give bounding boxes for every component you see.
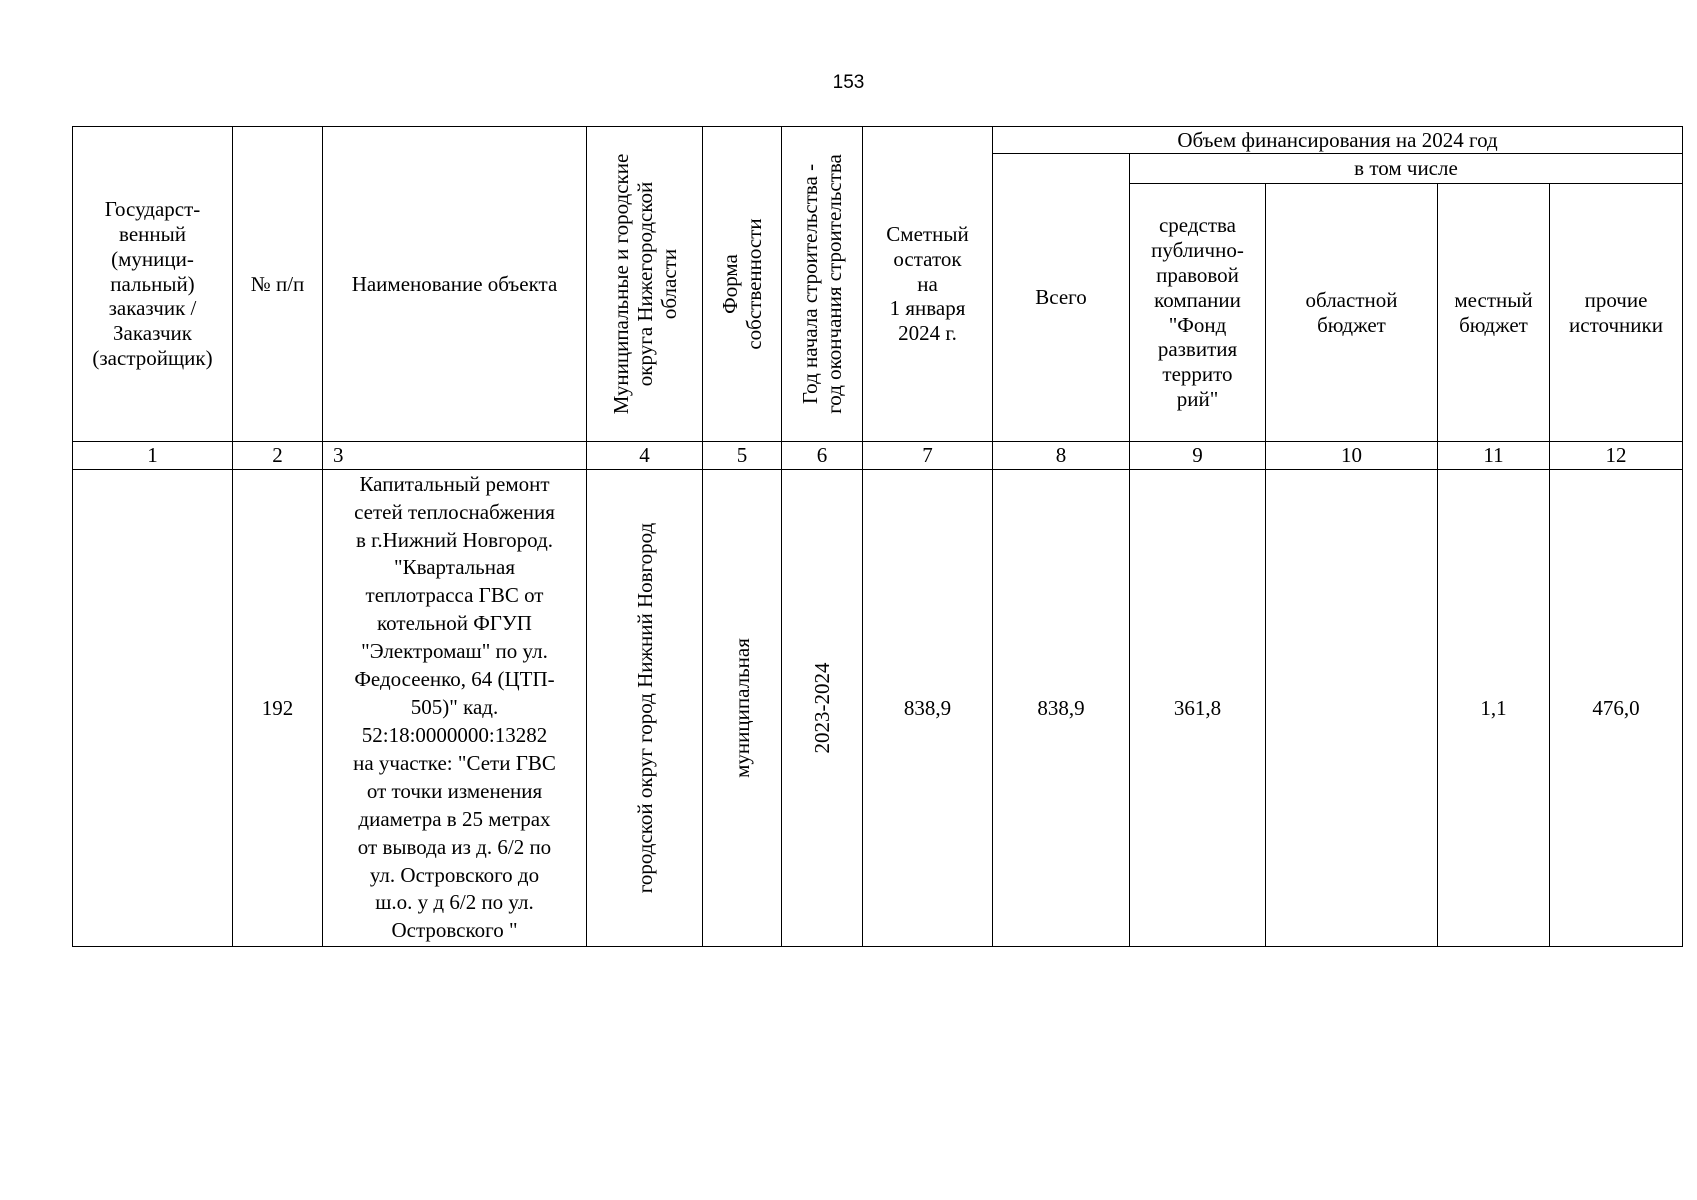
- column-number: 11: [1438, 442, 1550, 470]
- header-funding-group-text: Объем финансирования на 2024 год: [1177, 127, 1498, 152]
- column-number: 12: [1550, 442, 1683, 470]
- cell-object-name: [323, 470, 587, 947]
- header-regional-text: областной бюджет: [1305, 287, 1398, 337]
- column-number: 10: [1266, 442, 1438, 470]
- column-number: 8: [993, 442, 1130, 470]
- cell-years-text: 2023-2024: [809, 662, 834, 754]
- cell-local: 1,1: [1438, 470, 1550, 947]
- header-ownership: [703, 127, 782, 442]
- header-ownership-text: Форма собственности: [717, 218, 766, 350]
- header-municipality-text: Муниципальные и городские округа Нижегородской области: [608, 153, 681, 415]
- header-total: [993, 154, 1130, 442]
- cell-years: [782, 470, 863, 947]
- header-object-name-text: Наименование объекта: [351, 271, 558, 296]
- column-number: 1: [73, 442, 233, 470]
- cell-estimate: 838,9: [863, 470, 993, 947]
- header-estimate-text: Сметный остаток на 1 января 2024 г.: [886, 222, 969, 346]
- page-number: 153: [832, 72, 865, 93]
- header-fund-text: средства публично- правовой компании "Фонд развития террито рий": [1151, 213, 1244, 411]
- cell-object-name-text: Капитальный ремонт сетей теплоснабжения в г.Нижний Новгород. "Квартальная теплотрасса ГВС от котельной ФГУП "Электромаш" по ул. Федосеенко, 64 (ЦТП- 505)" кад. 52:18:0000000:13282 на участке: "Сети ГВС от точки изменения диаметра в 25 метрах от вывода из д. 6/2 по ул. Островского до ш.о. у д 6/2 по ул. Островского ": [353, 471, 556, 943]
- cell-total: 838,9: [993, 470, 1130, 947]
- header-number-text: № п/п: [250, 271, 305, 296]
- column-number: 9: [1130, 442, 1266, 470]
- header-other: [1550, 184, 1683, 442]
- column-number: 5: [703, 442, 782, 470]
- header-funding-group: [993, 127, 1683, 154]
- column-number: 4: [587, 442, 703, 470]
- cell-other: 476,0: [1550, 470, 1683, 947]
- header-number: [233, 127, 323, 442]
- column-number: 2: [233, 442, 323, 470]
- header-total-text: Всего: [1035, 285, 1087, 310]
- column-number: 3: [323, 442, 587, 470]
- cell-ownership: [703, 470, 782, 947]
- header-fund: [1130, 184, 1266, 442]
- cell-municipality: [587, 470, 703, 947]
- table-row: [73, 470, 1683, 947]
- header-years-text: Год начала строительства - год окончания строительства: [797, 154, 846, 414]
- header-municipality: [587, 127, 703, 442]
- cell-fund: 361,8: [1130, 470, 1266, 947]
- header-other-text: прочие источники: [1569, 287, 1663, 337]
- header-years: [782, 127, 863, 442]
- header-customer: [73, 127, 233, 442]
- cell-regional: [1266, 470, 1438, 947]
- cell-municipality-text: городской округ город Нижний Новгород: [632, 522, 657, 894]
- column-number: 6: [782, 442, 863, 470]
- financing-table: [72, 126, 1683, 947]
- header-local: [1438, 184, 1550, 442]
- cell-customer: [73, 470, 233, 947]
- column-number: 7: [863, 442, 993, 470]
- header-estimate: [863, 127, 993, 442]
- header-including: [1130, 154, 1683, 184]
- header-regional: [1266, 184, 1438, 442]
- header-row-1: [73, 127, 1683, 154]
- column-numbers-row: [73, 442, 1683, 470]
- cell-ownership-text: муниципальная: [729, 638, 754, 778]
- cell-number: 192: [233, 470, 323, 947]
- header-object-name: [323, 127, 587, 442]
- header-customer-text: Государст- венный (муници- пальный) заказчик / Заказчик (застройщик): [92, 197, 213, 370]
- header-local-text: местный бюджет: [1454, 287, 1533, 337]
- header-including-text: в том числе: [1354, 156, 1458, 181]
